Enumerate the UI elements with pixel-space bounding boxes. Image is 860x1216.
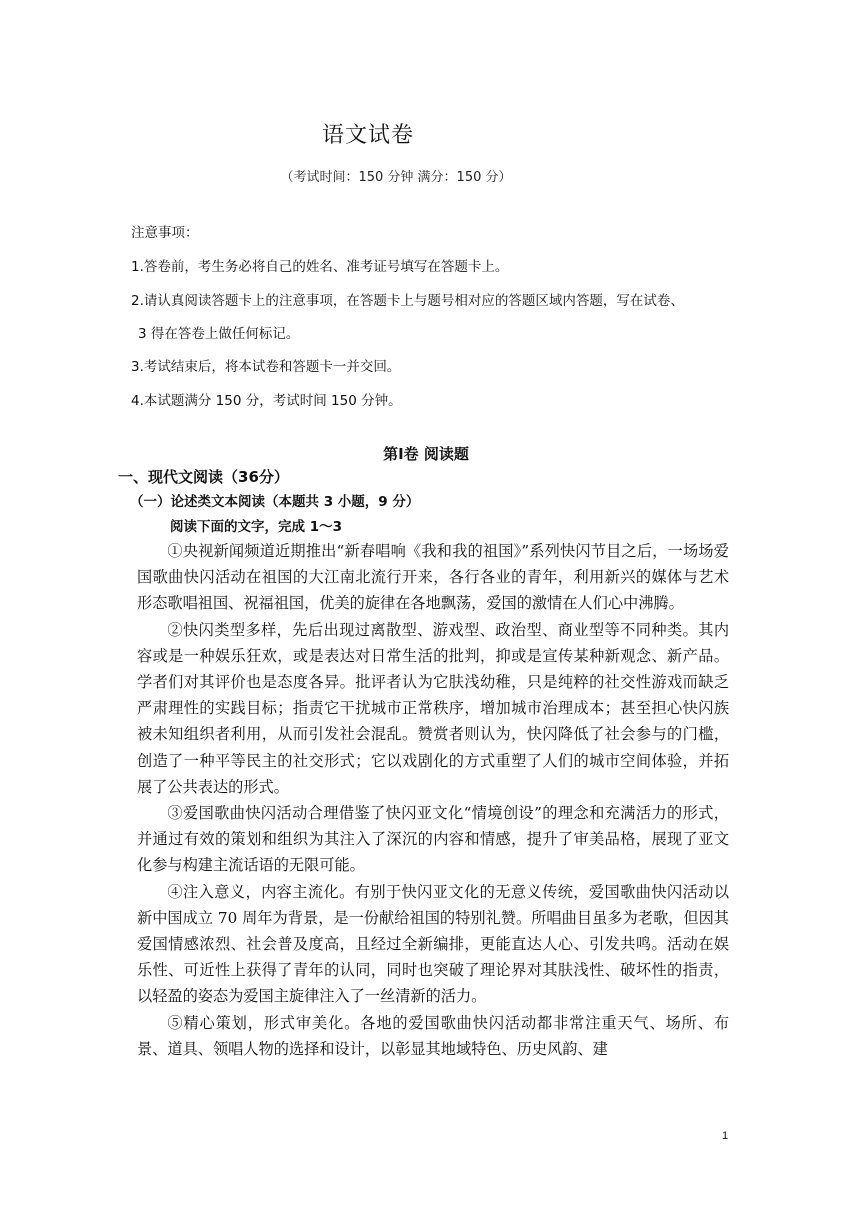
notes-item: 3 得在答卷上做任何标记。 <box>138 326 300 342</box>
notes-item: 2.请认真阅读答题卡上的注意事项，在答题卡上与题号相对应的答题区域内答题，写在试卷、 <box>131 293 684 309</box>
passage-paragraph: ①央视新闻频道近期推出“新春唱响《我和我的祖国》”系列快闪节目之后，一场场爱国歌曲快闪活动在祖国的大江南北流行开来，各行各业的青年，利用新兴的媒体与艺术形态歌唱祖国、祝福祖国，优美的旋律在各地飘荡，爱国的激情在人们心中沸腾。 <box>137 542 729 613</box>
exam-title: 语文试卷 <box>321 123 414 148</box>
page-number: 1 <box>722 1130 729 1142</box>
exam-subtitle: （考试时间：150 分钟 满分：150 分） <box>280 170 512 185</box>
notes-item: 1.答卷前，考生务必将自己的姓名、准考证号填写在答题卡上。 <box>131 259 509 275</box>
notes-item: 4.本试题满分 150 分，考试时间 150 分钟。 <box>131 393 402 409</box>
passage-paragraph: ③爱国歌曲快闪活动合理借鉴了快闪亚文化“情境创设”的理念和充满活力的形式，并通过有效的策划和组织为其注入了深沉的内容和情感，提升了审美品格，展现了亚文化参与构建主流话语的无限可能。 <box>137 804 729 875</box>
notes-heading: 注意事项： <box>131 225 199 241</box>
subsection-heading: （一）论述类文本阅读（本题共 3 小题，9 分） <box>130 494 420 510</box>
reading-passage <box>137 538 729 1062</box>
section-heading: 一、现代文阅读（36分） <box>118 468 289 486</box>
reading-instruction: 阅读下面的文字，完成 1～3 <box>170 519 342 535</box>
volume-heading: 第Ⅰ卷 阅读题 <box>383 445 469 463</box>
passage-paragraph: ⑤精心策划，形式审美化。各地的爱国歌曲快闪活动都非常注重天气、场所、布景、道具、领唱人物的选择和设计，以彰显其地域特色、历史风韵、建 <box>137 1013 729 1058</box>
passage-paragraph: ②快闪类型多样，先后出现过离散型、游戏型、政治型、商业型等不同种类。其内容或是一种娱乐狂欢，或是表达对日常生活的批判，抑或是宣传某种新观念、新产品。学者们对其评价也是态度各异。批评者认为它肤浅幼稚，只是纯粹的社交性游戏而缺乏严肃理性的实践目标；指责它干扰城市正常秩序，增加城市治理成本；甚至担心快闪族被未知组织者利用，从而引发社会混乱。赞赏者则认为，快闪降低了社会参与的门槛，创造了一种平等民主的社交形式；它以戏剧化的方式重塑了人们的城市空间体验，并拓展了公共表达的形式。 <box>137 620 729 796</box>
passage-paragraph: ④注入意义，内容主流化。有别于快闪亚文化的无意义传统，爱国歌曲快闪活动以新中国成立 70 周年为背景，是一份献给祖国的特别礼赞。所唱曲目虽多为老歌，但因其爱国情感浓烈、社会普及度高，且经过全新编排，更能直达人心、引发共鸣。活动在娱乐性、可近性上获得了青年的认同，同时也突破了理论界对其肤浅性、破坏性的指责，以轻盈的姿态为爱国主旋律注入了一丝清新的活力。 <box>137 882 729 1006</box>
notes-item: 3.考试结束后，将本试卷和答题卡一并交回。 <box>131 359 401 375</box>
